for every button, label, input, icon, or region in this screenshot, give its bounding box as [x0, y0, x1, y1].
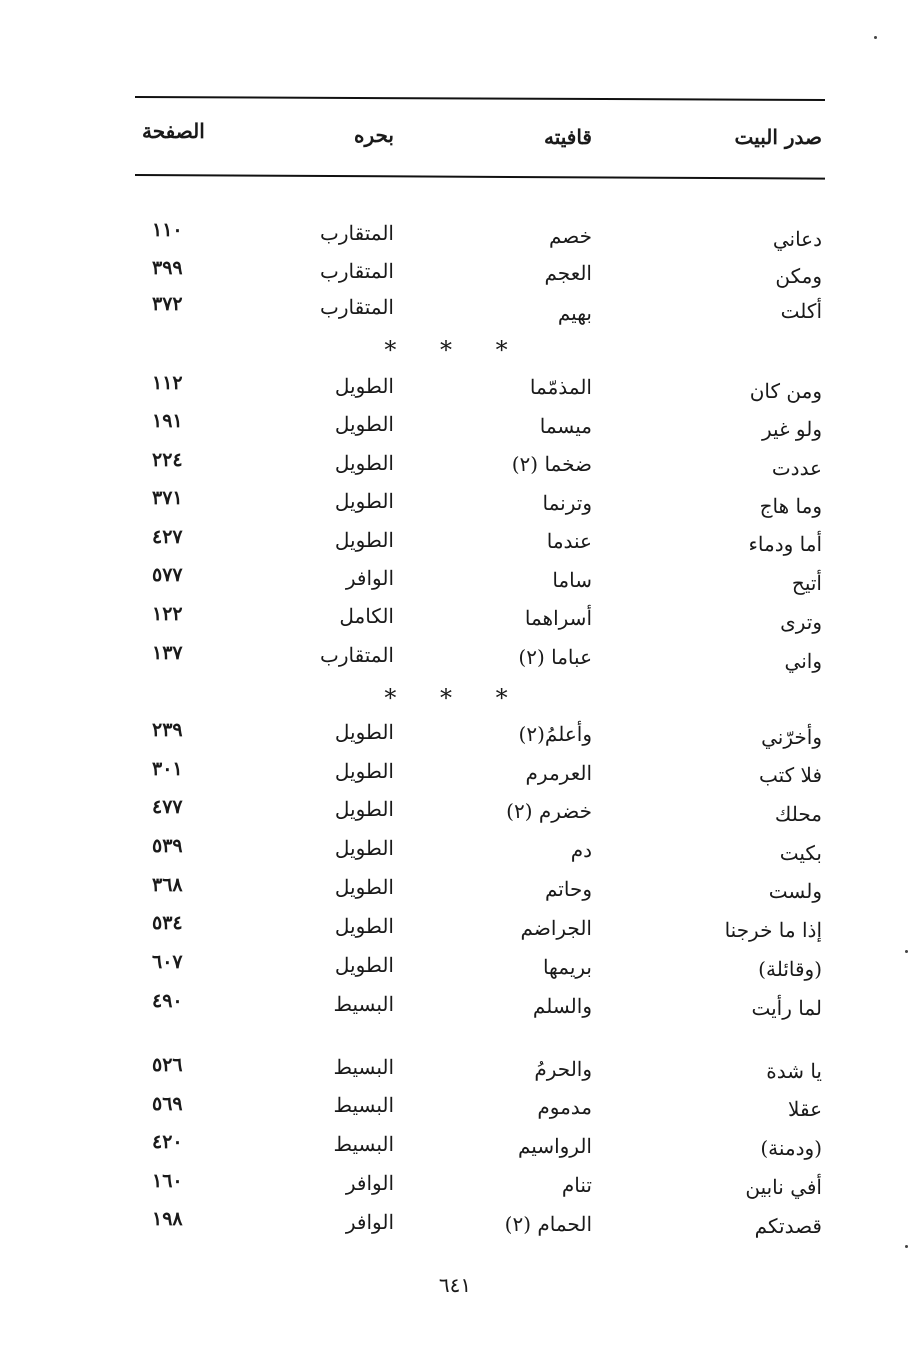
row-sadr: دعاني — [772, 227, 822, 251]
row-bahr: المتقارب — [320, 643, 394, 667]
speck — [905, 1245, 908, 1248]
row-bahr: البسيط — [333, 992, 394, 1016]
row-page: ٤٢٧ — [152, 526, 183, 548]
row-page: ٤٧٧ — [152, 796, 183, 818]
row-page: ١٩١ — [152, 410, 183, 432]
row-qafia: ميسما — [539, 414, 592, 438]
row-sadr: يا شدة — [766, 1059, 822, 1083]
row-page: ١١٠ — [152, 219, 183, 241]
row-sadr: عددت — [771, 456, 822, 480]
row-bahr: الوافر — [345, 1210, 394, 1234]
row-qafia: العرمرم — [525, 761, 592, 785]
row-qafia: أسراهما — [524, 606, 592, 630]
row-page: ٣٩٩ — [152, 257, 183, 279]
row-bahr: الطويل — [334, 528, 394, 552]
row-page: ١١٢ — [152, 372, 183, 394]
row-page: ٣٠١ — [152, 758, 183, 780]
row-page: ٣٧٢ — [152, 293, 183, 315]
row-sadr: قصدتكم — [754, 1214, 822, 1238]
row-page: ٥٢٦ — [152, 1054, 183, 1076]
section-separator: * * * — [384, 684, 526, 712]
row-page: ١٣٧ — [152, 642, 183, 664]
row-bahr: الطويل — [334, 374, 394, 398]
row-qafia: والسلم — [532, 994, 592, 1018]
section-separator: * * * — [384, 336, 526, 364]
row-sadr: محلك — [774, 802, 822, 826]
header-qafia: قافيته — [543, 125, 592, 149]
row-sadr: واني — [784, 649, 822, 673]
row-sadr: وترى — [780, 610, 822, 634]
row-bahr: الطويل — [334, 797, 394, 821]
row-qafia: خضرم (٢) — [506, 799, 592, 823]
speck — [905, 950, 908, 953]
row-sadr: وأخرّني — [761, 725, 822, 749]
row-sadr: ومكن — [775, 264, 822, 288]
page-number: ٦٤١ — [438, 1273, 472, 1297]
header-sadr: صدر البيت — [734, 125, 822, 149]
row-qafia: الحمام (٢) — [504, 1212, 592, 1236]
row-page: ٥٧٧ — [152, 564, 183, 586]
row-bahr: المتقارب — [320, 221, 394, 245]
row-sadr: (ودمنة) — [760, 1136, 822, 1160]
row-sadr: (وقائلة) — [758, 957, 822, 981]
row-qafia: عباما (٢) — [518, 645, 592, 669]
row-bahr: الوافر — [345, 566, 394, 590]
row-page: ٥٣٩ — [152, 835, 183, 857]
row-qafia: العجم — [544, 261, 592, 285]
header-top-rule — [135, 96, 825, 101]
row-qafia: الجراضم — [520, 916, 592, 940]
row-bahr: المتقارب — [320, 259, 394, 283]
row-page: ٢٣٩ — [152, 719, 183, 741]
row-qafia: خصم — [548, 224, 592, 248]
row-page: ٥٦٩ — [152, 1093, 183, 1115]
row-bahr: الطويل — [334, 875, 394, 899]
row-page: ٣٧١ — [152, 487, 183, 509]
row-qafia: ساما — [552, 568, 592, 592]
row-qafia: الرواسيم — [517, 1134, 592, 1158]
row-page: ٦٠٧ — [152, 951, 183, 973]
header-page: الصفحة — [142, 119, 205, 143]
speck — [874, 36, 877, 39]
row-bahr: الطويل — [334, 836, 394, 860]
row-sadr: عقلا — [788, 1097, 822, 1121]
row-sadr: إذا ما خرجنا — [724, 918, 822, 942]
row-sadr: بكيت — [779, 841, 822, 865]
header-bottom-rule — [135, 174, 825, 180]
row-qafia: دم — [570, 838, 592, 862]
row-qafia: المذمّما — [529, 375, 592, 399]
row-qafia: بهيم — [557, 301, 592, 325]
row-qafia: وترنما — [542, 491, 592, 515]
row-bahr: الطويل — [334, 412, 394, 436]
row-qafia: والحرمُ — [534, 1057, 592, 1081]
row-bahr: الطويل — [334, 451, 394, 475]
row-bahr: الطويل — [334, 953, 394, 977]
row-qafia: وحاتم — [545, 877, 592, 901]
row-sadr: ولو غير — [762, 417, 822, 441]
row-bahr: المتقارب — [320, 295, 394, 319]
row-page: ٤٩٠ — [152, 990, 183, 1012]
row-bahr: الطويل — [334, 489, 394, 513]
row-page: ١٩٨ — [152, 1208, 183, 1230]
row-sadr: ولست — [768, 879, 822, 903]
row-sadr: لما رأيت — [751, 996, 822, 1020]
header-bahr: بحره — [354, 123, 394, 147]
row-bahr: البسيط — [333, 1093, 394, 1117]
row-sadr: فلا كتب — [758, 763, 822, 787]
row-qafia: تنام — [561, 1173, 592, 1197]
row-bahr: البسيط — [333, 1132, 394, 1156]
row-sadr: وما هاج — [759, 494, 822, 518]
row-sadr: أفي نابين — [745, 1175, 822, 1199]
row-bahr: الطويل — [334, 720, 394, 744]
row-qafia: بريمها — [542, 955, 592, 979]
row-qafia: ضخما (٢) — [511, 452, 592, 476]
row-bahr: الطويل — [334, 759, 394, 783]
row-page: ٢٢٤ — [152, 449, 183, 471]
row-sadr: أكلت — [780, 299, 822, 323]
row-bahr: البسيط — [333, 1055, 394, 1079]
row-qafia: وأعلمُ(٢) — [518, 722, 592, 746]
row-qafia: مدموم — [537, 1095, 592, 1119]
row-page: ١٦٠ — [152, 1170, 183, 1192]
row-bahr: الوافر — [345, 1171, 394, 1195]
row-page: ٤٢٠ — [152, 1131, 183, 1153]
row-sadr: أتيح — [791, 571, 822, 595]
row-page: ٣٦٨ — [152, 874, 183, 896]
row-qafia: عندما — [546, 529, 592, 553]
row-page: ٥٣٤ — [152, 912, 183, 934]
row-page: ١٢٢ — [152, 603, 183, 625]
row-sadr: ومن كان — [749, 379, 822, 403]
row-bahr: الطويل — [334, 914, 394, 938]
row-bahr: الكامل — [339, 604, 394, 628]
row-sadr: أما ودماء — [748, 532, 822, 556]
